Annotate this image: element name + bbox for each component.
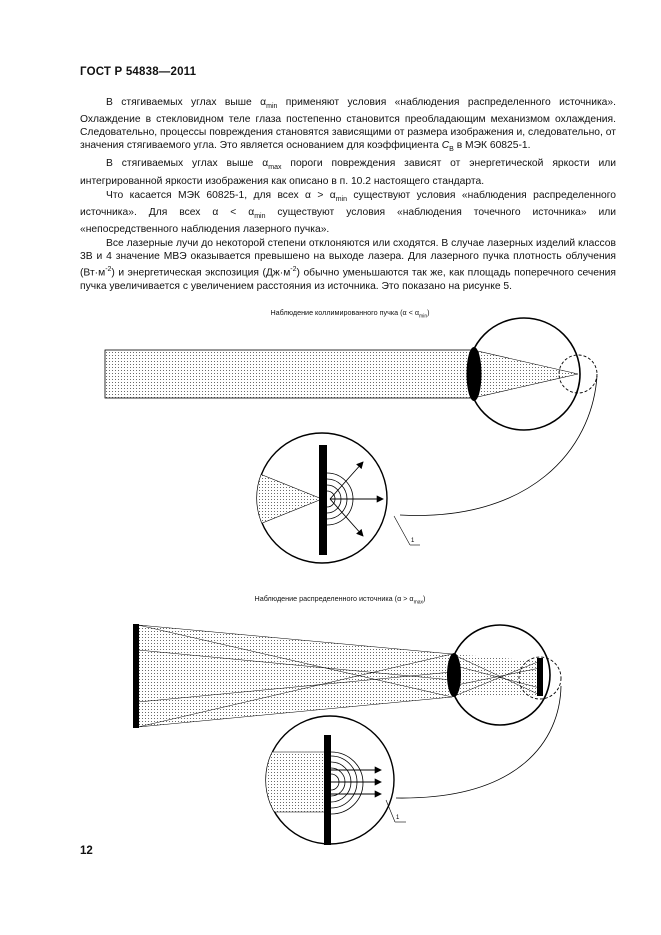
callout-2: 1 xyxy=(396,815,400,821)
figure-2-caption: Наблюдение распределенного источника $(\alpha > \alpha_{max})$ xyxy=(254,594,426,606)
lens-2 xyxy=(447,653,461,697)
retina-wall-2 xyxy=(324,735,331,845)
document-header: ГОСТ Р 54838—2011 xyxy=(80,66,197,78)
paragraph-3: Что касается МЭК 60825-1, для всех $\alpha > \alpha_{min}$ существуют условия «наблюдения распределенного источника». Для всех $\alpha < \alpha_{min}$ существуют условия «наблюдения точечного источника» или «непосредственного наблюдения лазерного пучка». xyxy=(80,189,616,235)
retina-wall-1 xyxy=(319,445,327,555)
callout-1: 1 xyxy=(411,538,415,544)
page-number: 12 xyxy=(80,845,93,857)
paragraph-1: В стягиваемых углах выше $\alpha_{min}$ применяют условия «наблюдения распределенного источника». Охлаждение в стекловидном теле глаза постепенно становится преобладающим механизмом охлаждения. Следовательно, процессы повреждения становятся зависящими от размера изображения и, следовательно, от значения стягиваемого угла. Это является основанием для коэффициента $C_B$ в МЭК 60825-1. xyxy=(80,97,616,154)
figure-1-collimated-beam xyxy=(105,318,597,563)
paragraph-4: Все лазерные лучи до некоторой степени отклоняются или сходятся. В случае лазерных изделий классов 3В и 4 значение МВЭ оказывается превышено на выходе лазера. Для лазерного пучка плотность облучения $(Вт\cdot м^{-2})$ и энергетическая экспозиция $(Дж\cdot м^{-2})$ обычно уменьшаются так же, как площадь поперечного сечения пучка увеличивается с увеличением расстояния из источника. Это показано на рисунке 5. xyxy=(80,238,616,292)
retina-image-2 xyxy=(537,658,543,696)
figure-2-extended-source xyxy=(133,624,561,845)
figure-1-caption: Наблюдение коллимированного пучка $(\alpha < \alpha_{min})$ xyxy=(270,308,430,320)
extended-source-bar xyxy=(133,624,139,728)
lens-1 xyxy=(467,347,482,401)
paragraph-2: В стягиваемых углах выше $\alpha_{max}$ пороги повреждения зависят от энергетической яркости или интегрированной яркости изображения как описано в п. 10.2 настоящего стандарта. xyxy=(80,158,616,187)
